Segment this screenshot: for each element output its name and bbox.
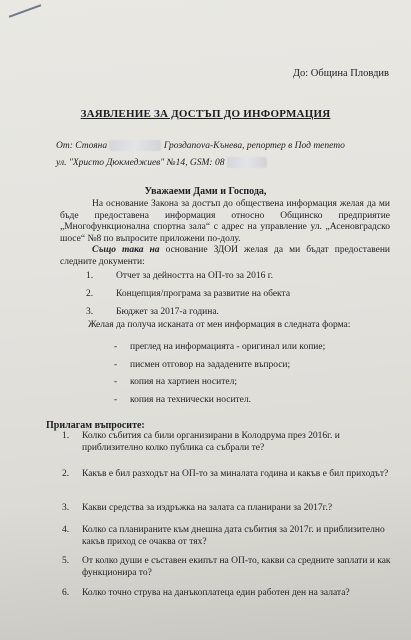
form-intro: Желая да получа исканата от мен информация в следната форма:: [88, 320, 351, 330]
question-item: 6. Колко точно струва на данъкоплатеца един работен ден на залата?: [62, 588, 350, 598]
recipient-line: До: Община Пловдив: [292, 68, 389, 79]
paragraph-legal-basis: На основание Закона за достъп до обществена информация желая да ми бъде предоставена информация относно Общинско предприятие „Многофункционална спортна зала“ с адрес на управление ул. „Асеновградско шосе“ №8 по въпросите приложени по-долу.: [60, 199, 390, 244]
salutation: Уважаеми Дами и Господа,: [144, 186, 267, 197]
question-item: 1. Колко събития са били организирани в Колодрума през 2016г. и приблизително колко публика са събрали те?: [62, 431, 340, 453]
question-item: 4. Колко са планираните към днешна дата събития за 2017г. и приблизително какъв приход се очаква от тях?: [62, 525, 385, 547]
paragraph-documents-lead: Също така на: [92, 245, 160, 255]
sender-name-start: От: Стояна: [56, 141, 108, 151]
sender-line-2: [56, 155, 345, 172]
documents-list: [86, 267, 290, 321]
attach-label: Прилагам въпросите:: [46, 420, 145, 431]
question-item: 2. Какъв е бил разходът на ОП-то за миналата година и какъв е бил приходът?: [62, 469, 389, 479]
redacted-phone: [227, 157, 267, 168]
sender-line-1: [56, 138, 345, 155]
request-body: [60, 199, 390, 268]
sender-block: [56, 138, 345, 172]
paragraph-documents-rest: основание ЗДОИ желая да ми бъдат предоставени следните документи:: [60, 245, 391, 267]
forms-list: [114, 339, 325, 409]
list-item: - преглед на информацията - оригинал или копие;: [114, 342, 326, 352]
redacted-surname: [109, 140, 161, 151]
list-item: 3. Бюджет за 2017-a година.: [86, 307, 219, 317]
list-item: 2. Концепция/програма за развитие на обекта: [86, 289, 291, 299]
list-item: - писмен отговор на зададените въпроси;: [114, 359, 291, 370]
list-item: - копия на хартиен носител;: [114, 377, 237, 387]
paragraph-documents: [60, 245, 390, 268]
question-item: 5. От колко души е съставен екипът на ОП-то, какви са средните заплати и как функционира то?: [62, 556, 391, 578]
question-item: 3. Какви средства за издръжка на залата са планирани за 2017г.?: [62, 503, 333, 513]
sender-name-end: Гроздanova-Кънева, репортер в Под тепето: [163, 141, 345, 151]
sender-address: ул. "Христо Дюкмеджиев" №14, GSM: 08: [56, 158, 225, 168]
document-title: ЗАЯВЛЕНИЕ ЗА ДОСТЪП ДО ИНФОРМАЦИЯ: [80, 108, 331, 120]
pen-mark: [9, 4, 42, 18]
list-item: 1. Отчет за дейността на ОП-то за 2016 г.: [86, 271, 273, 281]
list-item: - копия на технически носител.: [114, 394, 252, 405]
